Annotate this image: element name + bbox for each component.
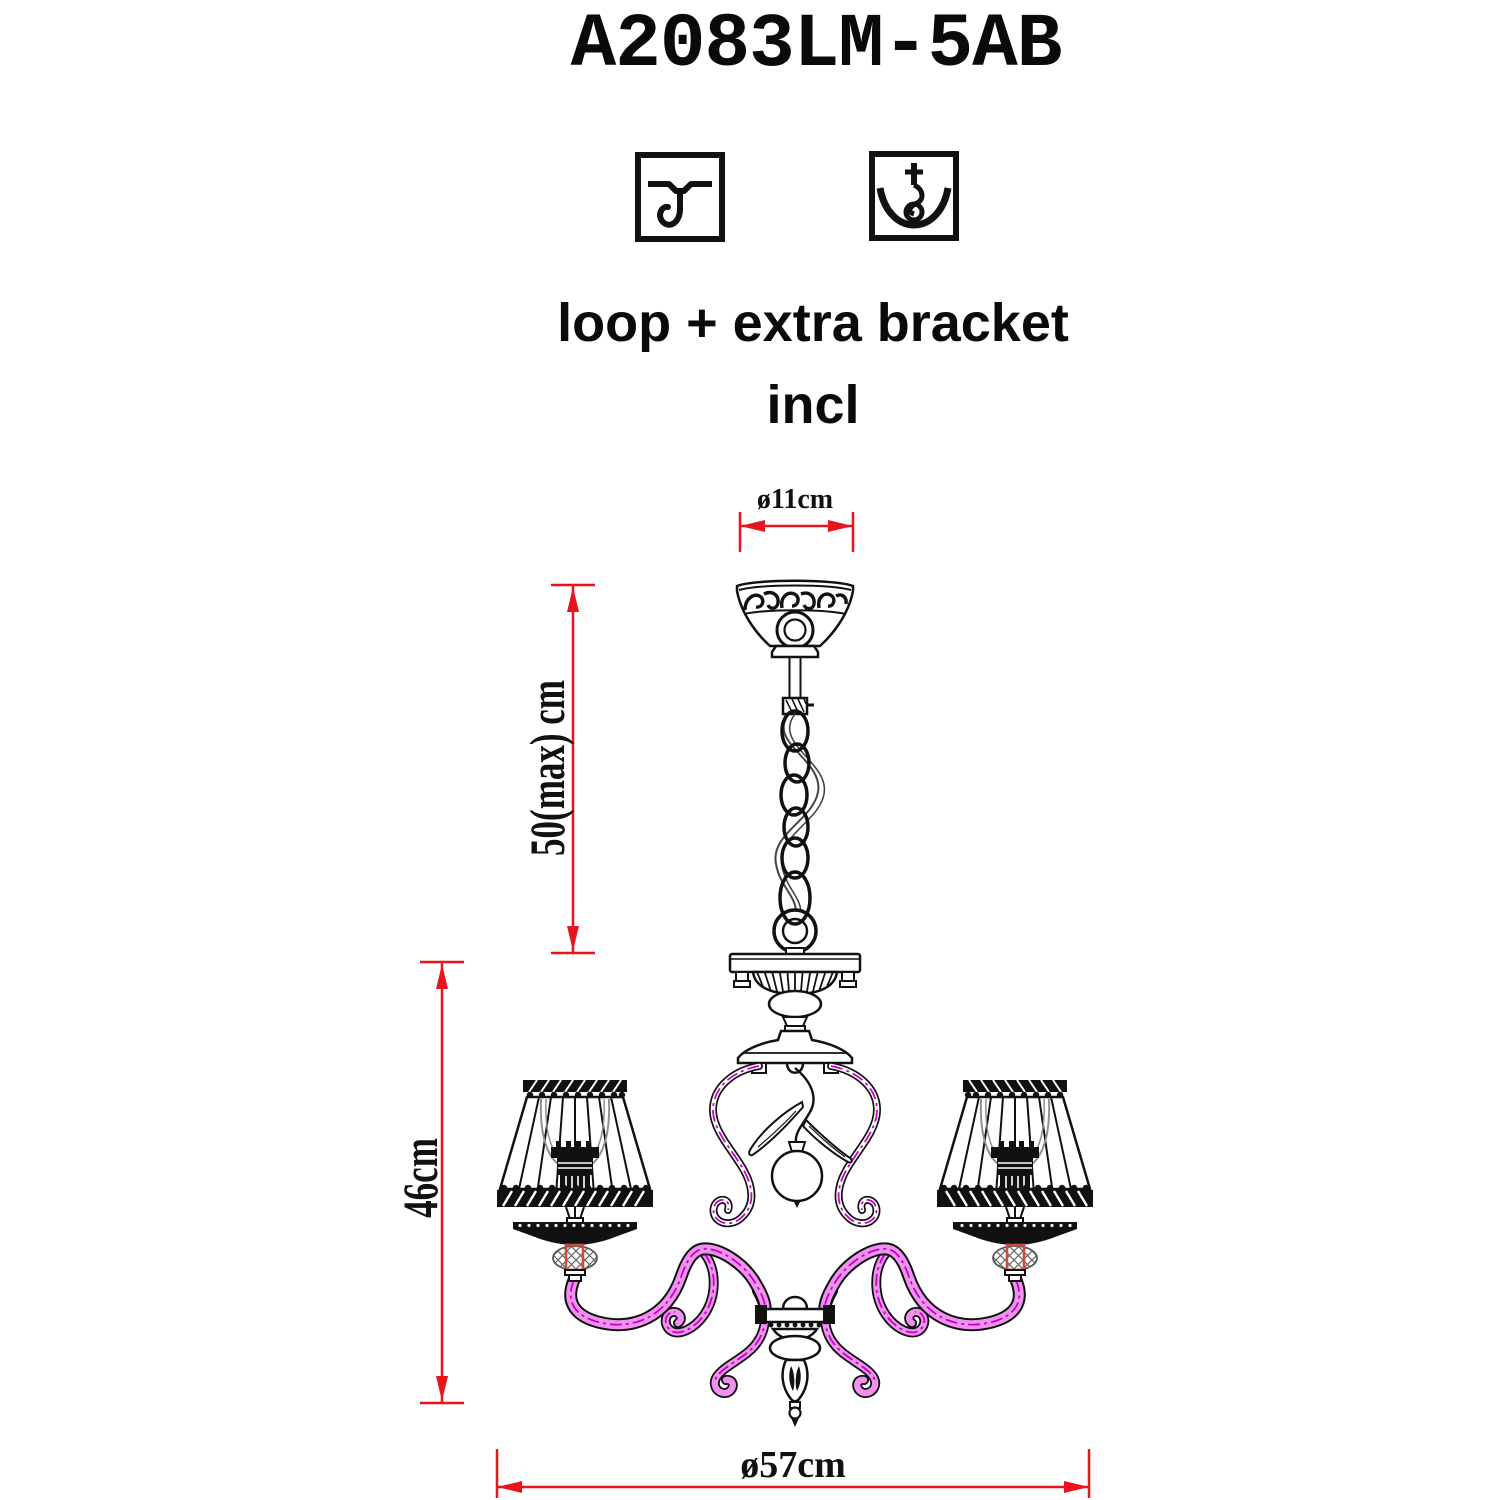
dim-label-fixture-diameter: ø57cm (740, 1444, 846, 1486)
lampshade (497, 1080, 653, 1281)
top-hub (730, 954, 860, 1073)
frame-scroll (713, 1066, 759, 1223)
bottom-hub (755, 1297, 835, 1427)
suspension-chain (774, 657, 824, 956)
dim-label-chain-length: 50(max) cm (519, 680, 575, 856)
mounting-note-line1: loop + extra bracket (557, 293, 1069, 353)
dim-label-canopy-diameter: ø11cm (756, 484, 834, 515)
dim-canopy-diameter-arrow (740, 512, 853, 552)
mounting-note-line2: incl (766, 375, 860, 435)
canopy (737, 581, 853, 657)
dim-label-fixture-height: 46cm (392, 1138, 448, 1218)
right-side (825, 1066, 1093, 1393)
page-title: A2083LM-5AB (570, 2, 1062, 88)
